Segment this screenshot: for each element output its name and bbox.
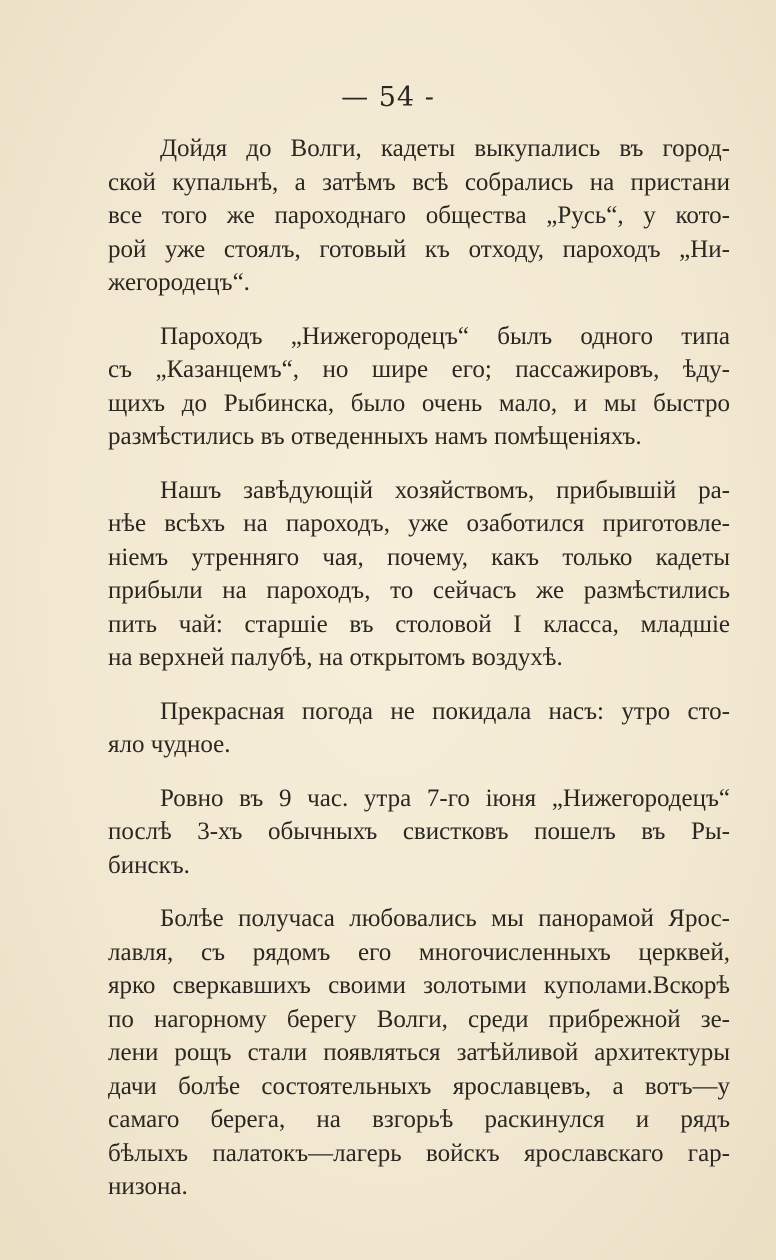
text-line: самаго берега, на взгорьѣ раскинулся и рядъ: [108, 1106, 730, 1133]
text-line: Дойдя до Волги, кадеты выкупались въ город-: [160, 135, 730, 162]
text-line: бинскъ.: [108, 851, 190, 879]
text-line: Болѣе получаса любовались мы панорамой Ярос-: [160, 905, 730, 932]
text-line: на верхней палубѣ, на открытомъ воздухѣ.: [108, 644, 563, 671]
paragraph: [108, 474, 730, 675]
text-line: низона.: [108, 1173, 188, 1200]
text-line: ярко сверкавшихъ своими золотыми куполами.Вскорѣ: [108, 972, 730, 999]
text-line: размѣстились въ отведенныхъ намъ помѣщеніяхъ.: [108, 423, 642, 450]
text-line: прибыли на пароходъ, то сейчасъ же размѣстились: [108, 577, 730, 604]
text-line: послѣ 3-хъ обычныхъ свистковъ пошелъ въ Ры-: [108, 818, 730, 845]
text-line: все того же пароходнаго общества „Русь“, у кото-: [108, 202, 730, 229]
text-line: щихъ до Рыбинска, было очень мало, и мы быстро: [108, 389, 730, 417]
text-line: яло чудное.: [108, 731, 231, 758]
text-line: съ „Казанцемъ“, но шире его; пассажировъ, ѣду-: [108, 356, 730, 383]
text-line: по нагорному берегу Волги, среди прибрежной зе-: [108, 1005, 730, 1033]
text-line: ніемъ утренняго чая, почему, какъ только кадеты: [108, 543, 730, 571]
text-line: ской купальнѣ, а затѣмъ всѣ собрались на пристани: [108, 168, 730, 196]
text-line: Ровно въ 9 час. утра 7-го іюня „Нижегородецъ“: [160, 784, 730, 812]
paragraph: [108, 320, 730, 454]
text-line: пить чай: старшіе въ столовой I класса, младшіе: [108, 610, 730, 638]
paragraph: [108, 782, 730, 883]
text-line: Прекрасная погода не покидала насъ: утро сто-: [160, 697, 730, 725]
text-line: жегородецъ“.: [108, 269, 250, 296]
text-line: нѣе всѣхъ на пароходъ, уже озаботился приготовле-: [108, 510, 730, 537]
text-line: рой уже стоялъ, готовый къ отходу, пароходъ „Ни-: [108, 235, 730, 263]
paragraph: [108, 902, 730, 1204]
text-line: лавля, съ рядомъ его многочисленныхъ церквей,: [108, 938, 730, 966]
page-number: — 54 -: [341, 82, 435, 113]
paragraph: [108, 132, 730, 300]
text-line: Нашъ завѣдующій хозяйствомъ, прибывшій ра-: [160, 476, 730, 504]
text-line: Пароходъ „Нижегородецъ“ былъ одного типа: [160, 322, 730, 350]
text-line: дачи болѣе состоятельныхъ ярославцевъ, а вотъ—у: [108, 1072, 730, 1100]
body-text: [108, 132, 730, 1224]
text-line: лени рощъ стали появляться затѣйливой архитектуры: [108, 1039, 730, 1066]
text-line: бѣлыхъ палатокъ—лагерь войскъ ярославскаго гар-: [108, 1139, 730, 1167]
paragraph: [108, 695, 730, 762]
